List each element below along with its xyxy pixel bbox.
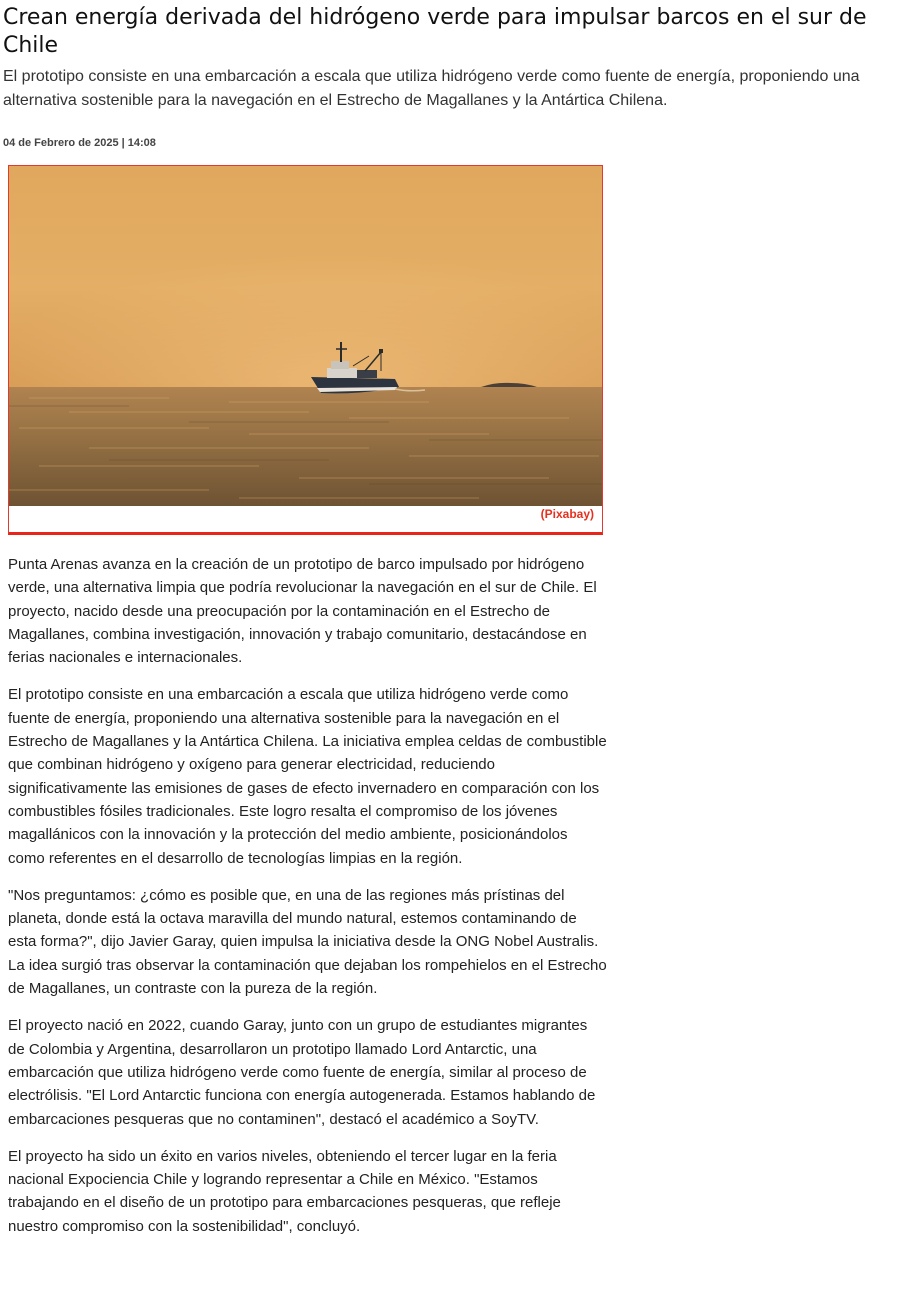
body-paragraph: El prototipo consiste en una embarcación a escala que utiliza hidrógeno verde como fuente de energía, proponiendo una alternativa sostenible para la navegación en el Estrecho de Magallanes y la Antártica Chilena. La iniciativa emplea celdas de combustible que combinan hidrógeno y oxígeno para generar electricidad, reduciendo significativamente las emisiones de gases de efecto invernadero en comparación con los combustibles fósiles tradicionales. Este logro resalta el compromiso de los jóvenes magallánicos con la innovación y la protección del medio ambiente, posicionándolos como referentes en el desarrollo de tecnologías limpias en la región. <box>8 686 607 867</box>
article-dateline: 04 de Febrero de 2025 | 14:08 <box>3 137 156 149</box>
body-paragraph: El proyecto ha sido un éxito en varios niveles, obteniendo el tercer lugar en la feria nacional Expociencia Chile y logrando representar a Chile en México. "Estamos trabajando en el diseño de un prototipo para embarcaciones pesqueras, que refleje nuestro compromiso con la sostenibilidad", concluyó. <box>8 1147 561 1235</box>
photo-caption: (Pixabay) <box>540 507 594 521</box>
article-body <box>8 553 608 1252</box>
article-lead: El prototipo consiste en una embarcación a escala que utiliza hidrógeno verde como fuente de energía, proponiendo una alternativa sostenible para la navegación en el Estrecho de Magallanes y la Antártica Chilena. <box>3 68 860 109</box>
fishing-boat-sunset-photo <box>9 166 602 506</box>
body-paragraph: El proyecto nació en 2022, cuando Garay, junto con un grupo de estudiantes migrantes de Colombia y Argentina, desarrollaron un prototipo llamado Lord Antarctic, una embarcación que utiliza hidrógeno verde como fuente de energía, similar al proceso de electrólisis. "El Lord Antarctic funciona con energía autogenerada. Estamos hablando de embarcaciones pesqueras que no contaminen", destacó el académico a SoyTV. <box>8 1017 596 1128</box>
article-headline: Crean energía derivada del hidrógeno verde para impulsar barcos en el sur de Chile <box>3 5 867 58</box>
body-paragraph: "Nos preguntamos: ¿cómo es posible que, en una de las regiones más prístinas del planeta, donde está la octava maravilla del mundo natural, estemos contaminando de esta forma?", dijo Javier Garay, quien impulsa la iniciativa desde la ONG Nobel Australis. La idea surgió tras observar la contaminación que dejaban los rompehielos en el Estrecho de Magallanes, un contraste con la pureza de la región. <box>8 886 607 998</box>
article-photo-figure <box>8 165 603 535</box>
body-paragraph: Punta Arenas avanza en la creación de un prototipo de barco impulsado por hidrógeno verde, una alternativa limpia que podría revolucionar la navegación en el sur de Chile. El proyecto, nacido desde una preocupación por la contaminación en el Estrecho de Magallanes, combina investigación, innovación y trabajo comunitario, destacándose en ferias nacionales e internacionales. <box>8 556 597 667</box>
